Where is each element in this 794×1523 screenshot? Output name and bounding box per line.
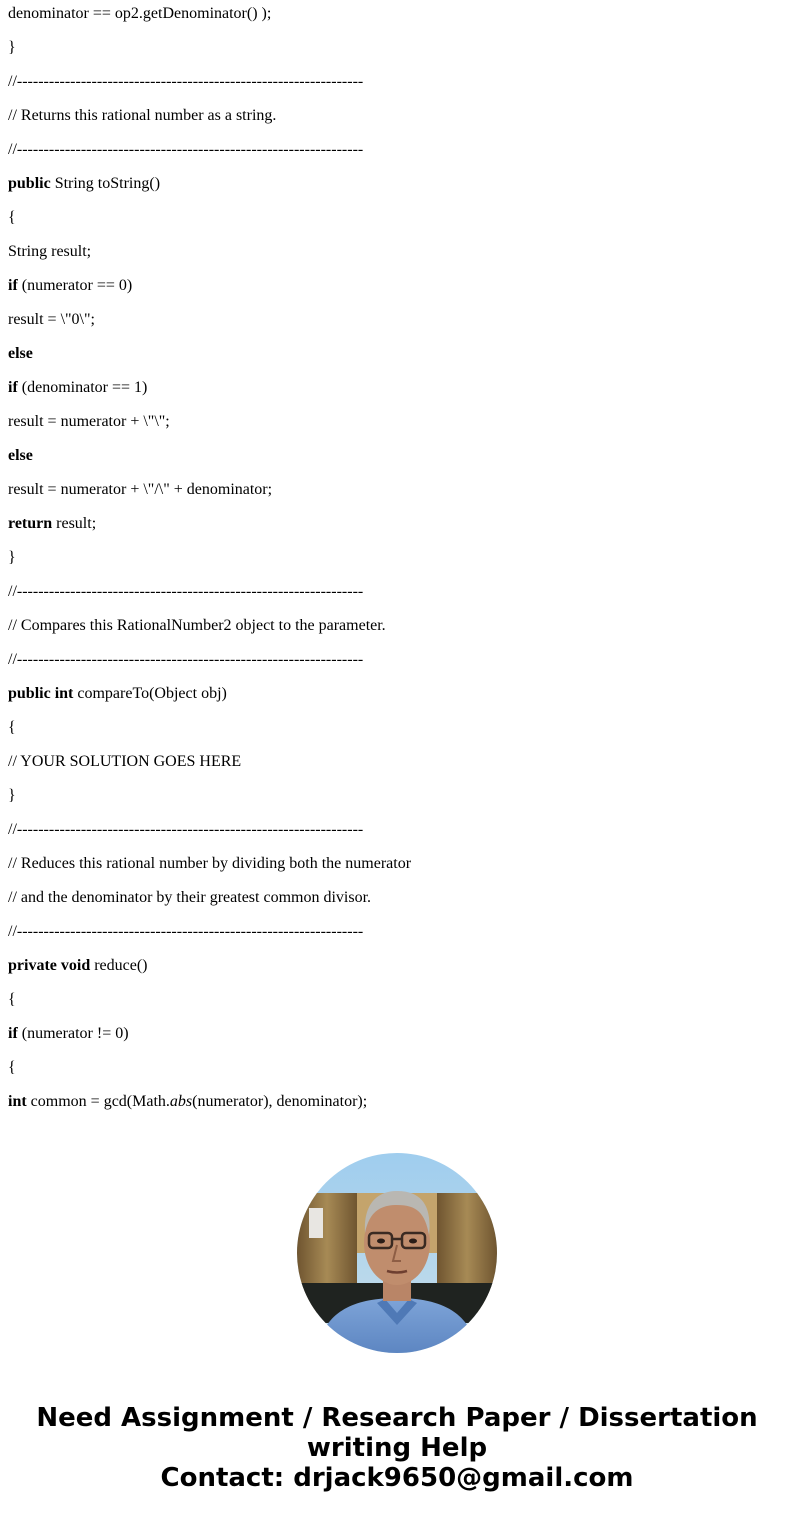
code-line — [8, 340, 788, 374]
contact-banner — [0, 1403, 794, 1493]
code-line — [8, 646, 788, 680]
code-text: (numerator == 0) — [17, 277, 133, 294]
code-text: // Reduces this rational number by dividing both the numerator — [8, 855, 412, 872]
code-text: result = numerator + \"\"; — [8, 413, 170, 430]
code-keyword: public — [8, 175, 51, 192]
code-line — [8, 612, 788, 646]
code-line — [8, 850, 788, 884]
code-text: String result; — [8, 243, 92, 260]
code-line — [8, 918, 788, 952]
code-line — [8, 204, 788, 238]
code-keyword: if — [8, 379, 18, 396]
code-text: { — [8, 719, 16, 736]
code-text: //----------------------------------------------------------------- — [8, 583, 364, 600]
code-line — [8, 476, 788, 510]
code-text: reduce() — [90, 957, 148, 974]
code-text: // Compares this RationalNumber2 object to the parameter. — [8, 617, 386, 634]
avatar-portrait-image — [297, 1153, 497, 1353]
code-keyword: if — [8, 1025, 18, 1042]
code-line — [8, 442, 788, 476]
code-line — [8, 748, 788, 782]
code-line — [8, 510, 788, 544]
code-line — [8, 0, 788, 34]
code-text: common = gcd(Math. — [26, 1093, 170, 1110]
code-line — [8, 884, 788, 918]
code-text: compareTo(Object obj) — [73, 685, 227, 702]
code-text: // Returns this rational number as a string. — [8, 107, 277, 124]
code-text: // and the denominator by their greatest common divisor. — [8, 889, 372, 906]
code-text: } — [8, 787, 16, 804]
code-text: } — [8, 39, 16, 56]
code-keyword: return — [8, 515, 53, 532]
code-keyword: if — [8, 277, 18, 294]
code-line — [8, 374, 788, 408]
code-keyword: else — [8, 345, 33, 362]
code-keyword: int — [8, 1093, 27, 1110]
code-text: String toString() — [50, 175, 161, 192]
code-text: { — [8, 209, 16, 226]
code-line — [8, 578, 788, 612]
avatar — [297, 1153, 497, 1353]
code-line — [8, 816, 788, 850]
code-line — [8, 714, 788, 748]
code-text: result = \"0\"; — [8, 311, 95, 328]
code-text: //----------------------------------------------------------------- — [8, 141, 364, 158]
code-keyword: else — [8, 447, 33, 464]
code-text: //----------------------------------------------------------------- — [8, 821, 364, 838]
code-line — [8, 1020, 788, 1054]
code-line — [8, 238, 788, 272]
code-italic-token: abs — [169, 1093, 193, 1110]
code-line — [8, 544, 788, 578]
code-line — [8, 68, 788, 102]
code-line — [8, 1054, 788, 1088]
code-text: denominator == op2.getDenominator() ); — [8, 5, 272, 22]
code-text: result = numerator + \"/\" + denominator; — [8, 481, 273, 498]
code-line — [8, 680, 788, 714]
code-line — [8, 952, 788, 986]
code-text: //----------------------------------------------------------------- — [8, 923, 364, 940]
code-line — [8, 34, 788, 68]
code-text: //----------------------------------------------------------------- — [8, 73, 364, 90]
code-line — [8, 272, 788, 306]
code-text: { — [8, 1059, 16, 1076]
banner-headline: Need Assignment / Research Paper / Dissertation — [36, 1403, 758, 1433]
code-line — [8, 102, 788, 136]
code-text: // YOUR SOLUTION GOES HERE — [8, 753, 242, 770]
code-text: result; — [52, 515, 97, 532]
code-keyword: private void — [8, 957, 91, 974]
code-line — [8, 782, 788, 816]
code-line — [8, 136, 788, 170]
code-line — [8, 306, 788, 340]
code-line — [8, 986, 788, 1020]
code-line — [8, 170, 788, 204]
code-line — [8, 408, 788, 442]
code-line — [8, 1088, 788, 1122]
code-text: { — [8, 991, 16, 1008]
code-text: } — [8, 549, 16, 566]
code-text: (numerator), denominator); — [192, 1093, 368, 1110]
banner-subheadline: writing Help — [306, 1433, 488, 1463]
code-text: //----------------------------------------------------------------- — [8, 651, 364, 668]
code-text: (numerator != 0) — [17, 1025, 129, 1042]
code-keyword: public int — [8, 685, 74, 702]
contact-email: Contact: drjack9650@gmail.com — [160, 1463, 634, 1493]
code-text: (denominator == 1) — [17, 379, 148, 396]
code-listing — [8, 0, 788, 1122]
